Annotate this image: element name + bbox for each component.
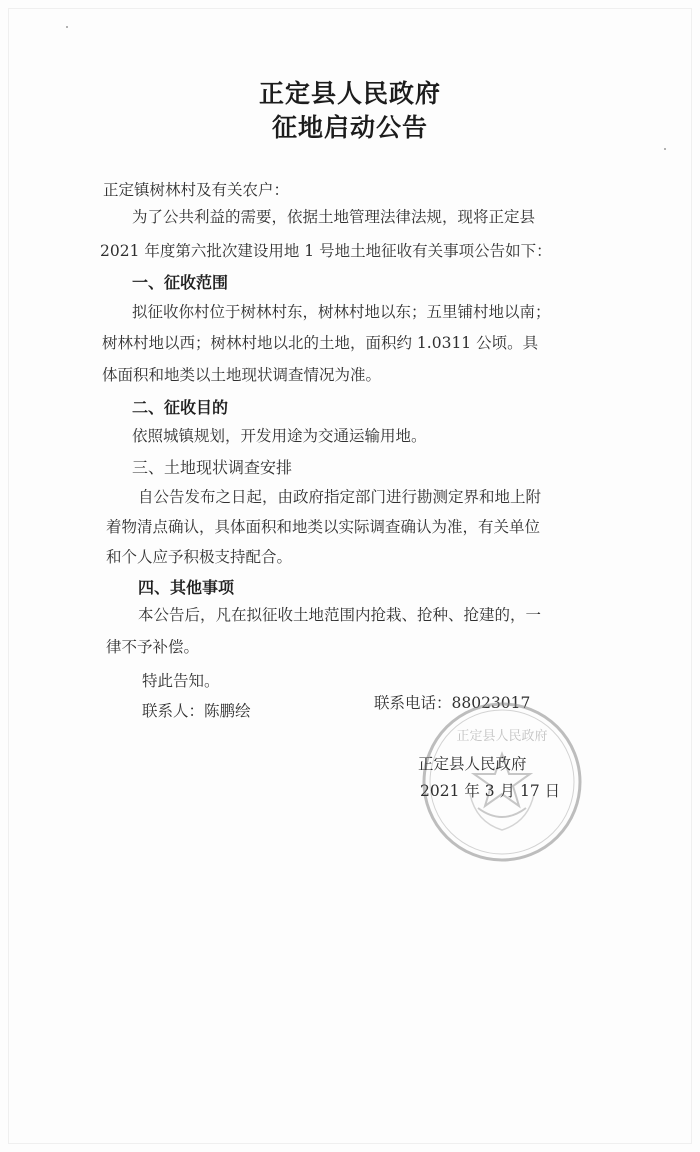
section-heading-other: 四、其他事项 (138, 578, 235, 597)
scan-speck (664, 148, 666, 150)
document-title-line1: 正定县人民政府 (258, 79, 441, 108)
scan-speck (66, 26, 68, 28)
section-heading-survey: 三、土地现状调查安排 (132, 458, 293, 477)
signature-date: 2021 年 3 月 17 日 (420, 782, 561, 800)
page-border (8, 8, 692, 1144)
addressee: 正定镇树林村及有关农户： (103, 181, 290, 199)
section-survey-line-3: 和个人应予积极支持配合。 (106, 548, 293, 566)
contact-person: 联系人：陈鹏绘 (142, 702, 251, 720)
section-other-line-1: 本公告后，凡在拟征收土地范围内抢栽、抢种、抢建的，一 (138, 606, 542, 624)
section-scope-line-3: 体面积和地类以土地现状调查情况为准。 (102, 366, 382, 384)
section-heading-purpose: 二、征收目的 (132, 398, 229, 417)
section-scope-line-2: 树林村地以西；树林村地以北的土地，面积约 1.0311 公顷。具 (102, 334, 539, 352)
signature-organization: 正定县人民政府 (418, 755, 527, 773)
section-scope-line-1: 拟征收你村位于树林村东，树林村地以东；五里铺村地以南； (132, 303, 551, 321)
intro-line-1: 为了公共利益的需要，依据土地管理法律法规，现将正定县 (132, 208, 536, 226)
closing-text: 特此告知。 (142, 672, 220, 690)
section-other-line-2: 律不予补偿。 (106, 638, 200, 656)
document-title-line2: 征地启动公告 (271, 113, 428, 142)
seal-text: 正定县人民政府 (456, 729, 548, 744)
section-heading-scope: 一、征收范围 (132, 273, 229, 292)
section-survey-line-1: 自公告发布之日起，由政府指定部门进行勘测定界和地上附 (138, 488, 542, 506)
contact-phone: 联系电话：88023017 (374, 694, 531, 712)
intro-line-2: 2021 年度第六批次建设用地 1 号地土地征收有关事项公告如下： (100, 242, 552, 260)
section-purpose-line-1: 依照城镇规划，开发用途为交通运输用地。 (132, 427, 427, 445)
section-survey-line-2: 着物清点确认，具体面积和地类以实际调查确认为准，有关单位 (106, 518, 541, 536)
